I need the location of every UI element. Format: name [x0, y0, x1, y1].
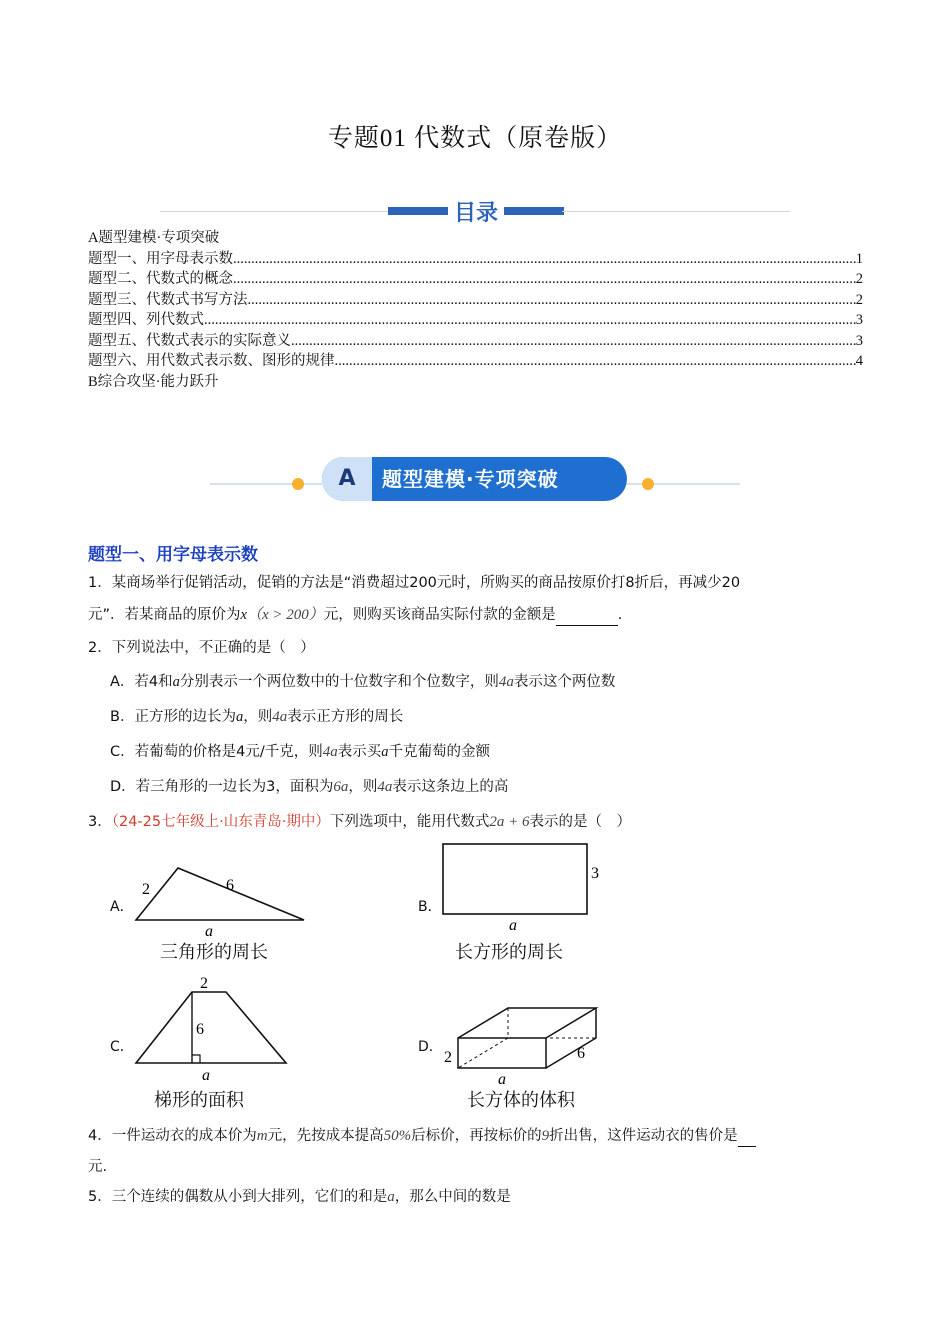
question-2-option-c[interactable]: C．若葡萄的价格是4元/千克，则4a表示买a千克葡萄的金额: [110, 744, 490, 760]
svg-text:6: 6: [577, 1045, 585, 1062]
toc-item[interactable]: 题型五、代数式表示的实际意义 ..... 3: [88, 331, 863, 352]
figure-c-option[interactable]: C．: [110, 1039, 134, 1055]
toc-item[interactable]: 题型六、用代数式表示数、图形的规律 ..... 4: [88, 351, 863, 372]
svg-text:a: a: [498, 1071, 506, 1088]
toc-part-a[interactable]: A题型建模·专项突破: [88, 230, 220, 246]
page-title: 专题01 代数式（原卷版）: [327, 125, 623, 152]
figure-b-option[interactable]: B．: [418, 899, 442, 915]
toc-item[interactable]: 题型三、代数式书写方法 ..... 2: [88, 290, 863, 311]
question-2-option-b[interactable]: B．正方形的边长为a，则4a表示正方形的周长: [110, 709, 404, 725]
figure-d-option[interactable]: D．: [418, 1039, 443, 1055]
question-5: 5．三个连续的偶数从小到大排列，它们的和是a，那么中间的数是: [88, 1189, 511, 1205]
question-2-stem: 2．下列说法中，不正确的是（ ）: [88, 640, 315, 656]
question-4-line2: 元.: [88, 1159, 108, 1175]
toc-part-b[interactable]: B综合攻坚·能力跃升: [88, 373, 219, 390]
figure-a-caption: 三角形的周长: [160, 942, 268, 963]
figure-b-caption: 长方形的周长: [455, 942, 563, 963]
toc-title: 目录: [453, 201, 498, 226]
figure-d-box[interactable]: [436, 1000, 606, 1090]
svg-text:6: 6: [226, 877, 234, 894]
figure-b-rectangle[interactable]: [435, 840, 615, 940]
svg-text:a: a: [205, 923, 213, 940]
toc-header: [0, 196, 950, 230]
question-source: （24-25七年级上·山东青岛·期中）: [111, 814, 330, 830]
section-banner: [322, 457, 627, 501]
svg-text:3: 3: [591, 865, 599, 882]
question-1-line1: 1．某商场举行促销活动，促销的方法是“消费超过200元时，所购买的商品按原价打8折后，再减少20: [88, 575, 741, 591]
svg-text:2: 2: [200, 975, 208, 992]
svg-text:a: a: [509, 917, 517, 934]
figure-c-caption: 梯形的面积: [154, 1090, 244, 1111]
question-3-stem: 3．（24-25七年级上·山东青岛·期中）下列选项中，能用代数式2a + 6表示的是（ ）: [88, 814, 631, 830]
svg-text:6: 6: [196, 1021, 204, 1038]
banner-letter: A: [322, 457, 372, 501]
toc-item[interactable]: 题型一、用字母表示数 ..... 1: [88, 249, 863, 270]
figure-a-option[interactable]: A．: [110, 899, 134, 915]
svg-text:2: 2: [444, 1049, 452, 1066]
svg-text:a: a: [202, 1067, 210, 1084]
question-2-option-a[interactable]: A．若4和a分别表示一个两位数中的十位数字和个位数字，则4a表示这个两位数: [110, 674, 616, 690]
question-2-option-d[interactable]: D．若三角形的一边长为3，面积为6a，则4a表示这条边上的高: [110, 779, 509, 795]
table-of-contents: [88, 228, 863, 392]
section-title: 题型一、用字母表示数: [88, 545, 258, 565]
figure-c-trapezoid[interactable]: [128, 970, 298, 1085]
svg-text:2: 2: [142, 881, 150, 898]
question-1-line2: 元”．若某商品的原价为x（x > 200）元，则购买该商品实际付款的金额是 .: [88, 605, 622, 626]
banner-text: 题型建模·专项突破: [382, 467, 559, 491]
toc-item[interactable]: 题型二、代数式的概念 ..... 2: [88, 269, 863, 290]
figure-d-caption: 长方体的体积: [467, 1090, 575, 1111]
question-4-line1: 4．一件运动衣的成本价为m元，先按成本提高50%后标价，再按标价的9折出售，这件运动衣的售价是: [88, 1126, 756, 1147]
toc-item[interactable]: 题型四、列代数式 ..... 3: [88, 310, 863, 331]
